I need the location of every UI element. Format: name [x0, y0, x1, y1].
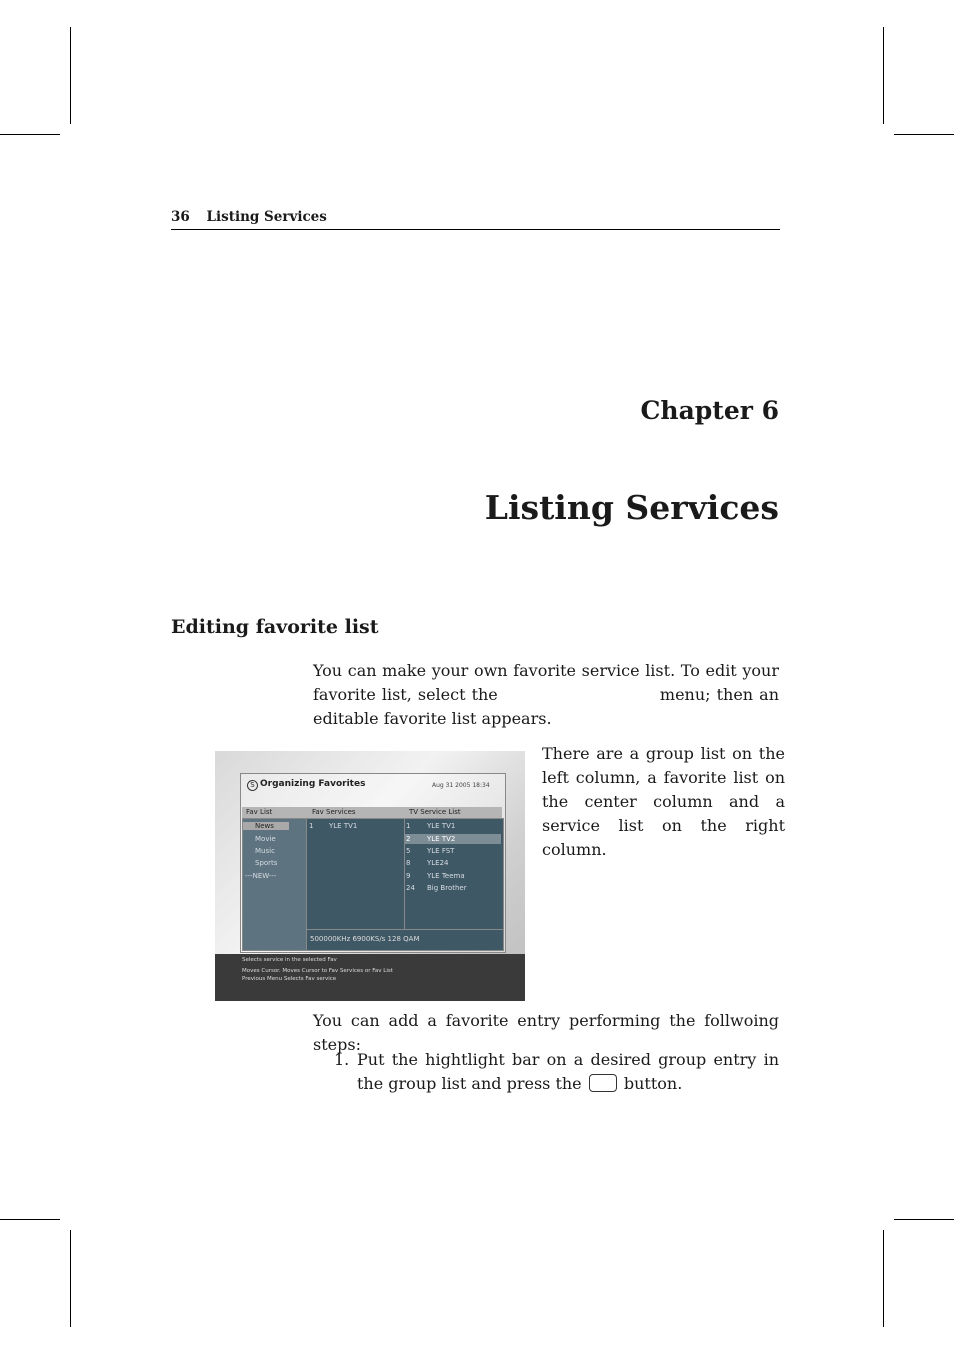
tv-service-num: 1 [406, 822, 411, 830]
tv-service-name: YLE FST [427, 847, 455, 855]
running-head-title: Listing Services [206, 209, 327, 225]
step-text-after: button. [623, 1074, 683, 1093]
fav-list-item: News [243, 822, 289, 830]
tv-service-num: 9 [406, 872, 411, 880]
page-number: 36 [171, 209, 190, 225]
help-bar [215, 954, 525, 1001]
tv-service-name: YLE Teema [427, 872, 465, 880]
menu-logo-icon: S [247, 780, 258, 791]
header-fav-services: Fav Services [312, 808, 356, 816]
column-header-bar [242, 807, 502, 818]
tv-service-name: YLE24 [427, 859, 449, 867]
crop-mark [0, 134, 60, 135]
crop-mark [883, 1230, 884, 1327]
fav-list-item: Movie [255, 835, 276, 843]
remote-key-icon [589, 1074, 617, 1092]
intro-paragraph [313, 659, 779, 731]
fav-service-num: 1 [309, 822, 314, 830]
steps-intro-paragraph: You can add a favorite entry performing the follwoing steps: [313, 1011, 779, 1054]
section-heading: Editing favorite list [171, 616, 379, 638]
tv-menu-screenshot [215, 751, 525, 1001]
chapter-label: Chapter 6 [640, 396, 779, 425]
help-line-1: Selects service in the selected Fav [242, 957, 337, 963]
header-tv-service-list: TV Service List [409, 808, 461, 816]
step-text-before: Put the hightlight bar on a desired group entry in the group list and press the [357, 1050, 779, 1093]
help-line-2: Moves Cursor. Moves Cursor to Fav Services or Fav List [242, 968, 393, 974]
columns-paragraph: There are a group list on the left column, a favorite list on the center column and a service list on the right column. [542, 744, 785, 859]
intro-text-1: You can make your own favorite service list. To edit your favorite list, select the [313, 661, 779, 704]
frequency-text: 500000KHz 6900KS/s 128 QAM [310, 935, 420, 943]
fav-list-item: ---NEW--- [245, 872, 277, 880]
frequency-bar [306, 929, 504, 951]
tv-service-num: 5 [406, 847, 411, 855]
fav-list-item: Sports [255, 859, 278, 867]
chapter-title: Listing Services [484, 488, 779, 527]
fav-services-column [306, 818, 405, 930]
crop-mark [883, 27, 884, 124]
crop-mark [70, 1230, 71, 1327]
menu-date: Aug 31 2005 18:34 [432, 782, 490, 789]
running-head [171, 209, 780, 230]
step-item [313, 1048, 779, 1096]
tv-service-name: YLE TV2 [427, 835, 456, 843]
step-number: 1. [334, 1050, 350, 1069]
intro-text-2: menu; then an editable favorite list appears. [313, 685, 780, 728]
fav-list-item: Music [255, 847, 275, 855]
tv-service-num: 24 [406, 884, 415, 892]
tv-service-name: Big Brother [427, 884, 467, 892]
menu-title: Organizing Favorites [260, 779, 366, 789]
crop-mark [894, 1219, 954, 1220]
crop-mark [70, 27, 71, 124]
tv-service-num: 2 [406, 835, 411, 843]
tv-service-name: YLE TV1 [427, 822, 456, 830]
crop-mark [894, 134, 954, 135]
fav-service-name: YLE TV1 [329, 822, 358, 830]
help-line-3: Previous Menu Selects Fav service [242, 976, 337, 982]
tv-service-num: 8 [406, 859, 411, 867]
crop-mark [0, 1219, 60, 1220]
header-fav-list: Fav List [246, 808, 273, 816]
